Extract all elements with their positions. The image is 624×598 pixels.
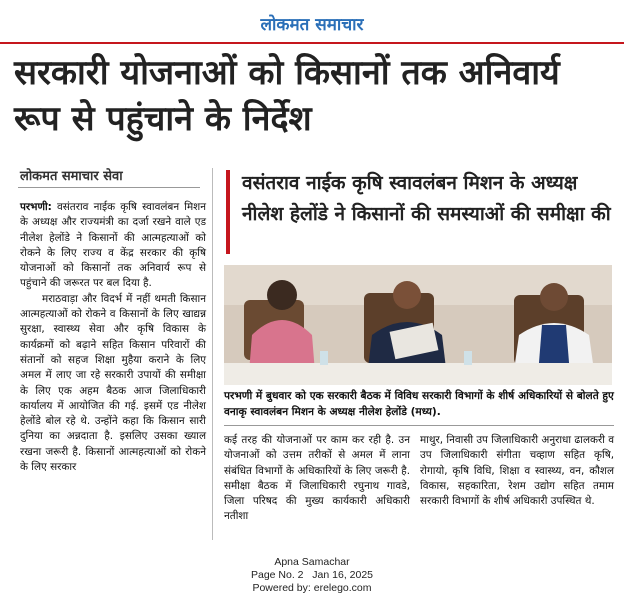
article-paragraph: माथुर, निवासी उप जिलाधिकारी अनुराधा ढालकरी व उप जिलाधिकारी संगीता चव्हाण सहित कृषि, रोगायो, कृषि विधि, शिक्षा व स्वास्थ्य, वन, कौशल विकास, सहकारिता, रेशम उद्योग सहित तमाम सरकारी विभागों के शीर्ष अधिकारी उपस्थित थे. — [420, 434, 614, 508]
byline: लोकमत समाचार सेवा — [20, 169, 123, 184]
photo-caption: परभणी में बुधवार को एक सरकारी बैठक में विविध सरकारी विभागों के शीर्ष अधिकारियों से बोलते हुए वनाकृ स्वावलंबन मिशन के अध्यक्ष नीलेश हेलोंडे (मध्य). — [224, 390, 614, 418]
article-column-1 — [20, 200, 206, 475]
paragraph-text: वसंतराव नाईक कृषि स्वावलंबन मिशन के अध्यक्ष और राज्यमंत्री का दर्जा रखने वाले एड नीलेश हेलोंडे ने किसानों की आत्महत्याओं को रोकने के लिए राज्य व केंद्र सरकार की कृषि योजनाओं को किसानों तक अनिवार्य रूप से पहुंचाने की जरूरत पर बल दिया है. — [20, 201, 206, 290]
footer-date: Jan 16, 2025 — [312, 569, 374, 581]
pullquote-bar — [226, 170, 230, 254]
meeting-photo-illustration — [224, 265, 612, 385]
footer-source: Apna Samachar — [274, 556, 350, 568]
article-column-2 — [224, 433, 410, 525]
byline-rule — [18, 187, 200, 188]
masthead-rule — [0, 42, 624, 44]
caption-rule — [224, 425, 614, 426]
dateline-place: परभणी: — [20, 201, 52, 213]
page-footer — [0, 556, 624, 595]
masthead-title: लोकमत समाचार — [260, 15, 364, 35]
pullquote: वसंतराव नाईक कृषि स्वावलंबन मिशन के अध्यक्ष नीलेश हेलोंडे ने किसानों की समस्याओं की समीक्षा की — [242, 172, 611, 225]
article-paragraph — [20, 200, 206, 292]
article-paragraph: मराठवाड़ा और विदर्भ में नहीं थमती किसान आत्महत्याओं को रोकने व किसानों के लिए खाद्यन्न सुरक्षा, स्वास्थ्य सेवा और कृषि विकास के कार्यक्रमों को बढ़ाने सहित किसान परिवारों की संतानों को सहज शिक्षा मुहैया कराने के लिए अमल में लाए जा रहे सरकारी उपायों की समीक्षा के लिए एक अहम बैठक आज जिलाधिकारी कार्यालय में आयोजित की गई. इसमें एड नीलेश हेलोंडे बोल रहे थे. उन्होंने कहा कि किसान सारी दुनिया का अन्नदाता है. इसलिए उसका ख्याल रखना जरूरी है. किसानों आत्महत्याओं को रोकने के लिए सरकार — [20, 292, 206, 474]
footer-page: Page No. 2 — [250, 569, 304, 581]
masthead — [0, 0, 624, 40]
footer-powered: Powered by: erelego.com — [252, 582, 372, 594]
news-photo — [224, 265, 612, 385]
headline: सरकारी योजनाओं को किसानों तक अनिवार्य रूप से पहुंचाने के निर्देश — [14, 53, 560, 139]
column-divider — [212, 168, 213, 540]
article-column-3 — [420, 433, 614, 509]
footer-page-line — [0, 569, 624, 582]
article-paragraph: कई तरह की योजनाओं पर काम कर रही है. उन योजनाओं को उत्तम तरीकों से अमल में लाना संबंधित विभागों के अधिकारियों के लिए जरूरी है. समीक्षा बैठक में जिलाधिकारी रघुनाथ गावडे, जिला परिषद की मुख्य कार्यकारी अधिकारी नतीशा — [224, 434, 410, 523]
